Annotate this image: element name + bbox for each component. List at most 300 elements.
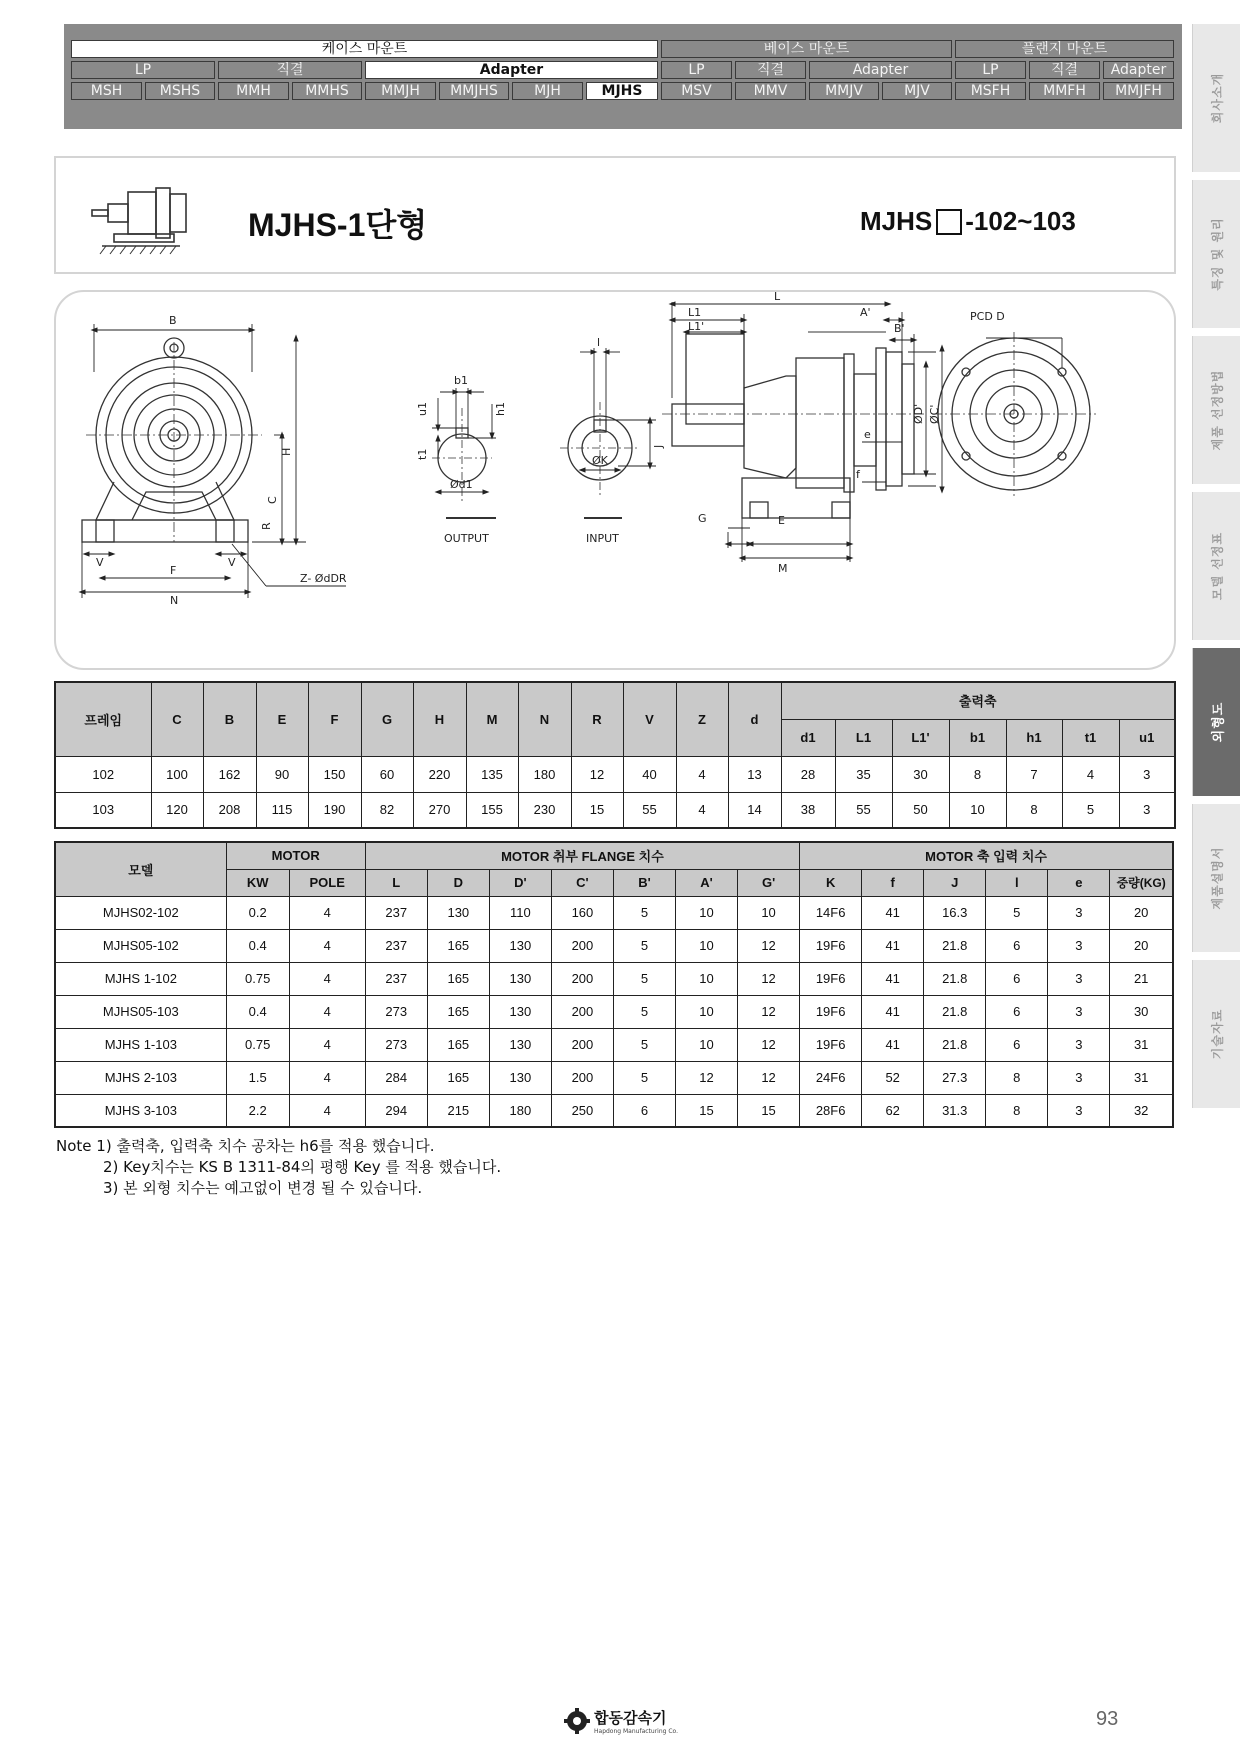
table-cell: 6 [986, 962, 1048, 995]
label-pcd: PCD D [970, 310, 1005, 323]
th-flange-c-prime: C' [551, 869, 613, 896]
label-b-prime: B' [894, 322, 905, 335]
table-cell: MJHS05-102 [55, 929, 226, 962]
th-pole: POLE [289, 869, 365, 896]
side-tab-model-selection[interactable] [1192, 492, 1240, 640]
model-code-prefix: MJHS [860, 206, 933, 236]
nav-case-direct[interactable]: 직결 [218, 61, 362, 79]
label-d1: Ød1 [450, 478, 473, 491]
table-cell: 135 [466, 756, 518, 792]
table-cell: 294 [365, 1094, 427, 1127]
table-cell: 31 [1110, 1028, 1173, 1061]
table-cell: 4 [289, 962, 365, 995]
table-cell: 165 [427, 1028, 489, 1061]
input-caption: INPUT [586, 532, 619, 545]
table-cell: 41 [862, 962, 924, 995]
table-cell: 62 [862, 1094, 924, 1127]
table-cell: 110 [489, 896, 551, 929]
table-cell: 5 [613, 896, 675, 929]
table-cell: 19F6 [800, 1028, 862, 1061]
table-cell: 180 [489, 1094, 551, 1127]
table-cell: 12 [738, 995, 800, 1028]
table-cell: 5 [613, 962, 675, 995]
table-cell: 200 [551, 1028, 613, 1061]
label-t1: t1 [416, 448, 429, 460]
table-cell: 160 [551, 896, 613, 929]
table-cell: 82 [361, 792, 413, 828]
table-cell: 3 [1048, 1061, 1110, 1094]
th-kw: KW [226, 869, 289, 896]
table-row [55, 929, 1173, 962]
table-cell: 0.75 [226, 962, 289, 995]
label-k: ØK [592, 454, 608, 467]
table-cell: 155 [466, 792, 518, 828]
label-h1: h1 [494, 402, 507, 416]
table-cell: 50 [892, 792, 949, 828]
table-cell: 8 [1006, 792, 1062, 828]
label-g: G [698, 512, 707, 525]
table-cell: 38 [781, 792, 835, 828]
label-u1: u1 [416, 402, 429, 416]
table-cell: 250 [551, 1094, 613, 1127]
table-cell: 103 [55, 792, 151, 828]
page-number: 93 [1096, 1708, 1119, 1730]
table-row [55, 1061, 1173, 1094]
th-g: G [361, 682, 413, 756]
table-cell: 5 [1062, 792, 1119, 828]
th-input-k: K [800, 869, 862, 896]
table-cell: 5 [986, 896, 1048, 929]
table-cell: 4 [289, 995, 365, 1028]
table-cell: 200 [551, 962, 613, 995]
side-tab-label: 특징 및 원리 [1210, 217, 1224, 291]
table-cell: 6 [986, 1028, 1048, 1061]
label-f-side: f [856, 468, 860, 481]
label-d-prime: ØD' [912, 403, 925, 424]
table-cell: 28 [781, 756, 835, 792]
side-tab-label: 제품설명서 [1210, 846, 1224, 910]
note-2: 2) Key치수는 KS B 1311-84의 평행 Key 를 적용 했습니다. [103, 1158, 502, 1176]
table-cell: 27.3 [924, 1061, 986, 1094]
table-cell: 4 [289, 1094, 365, 1127]
table-cell: 20 [1110, 929, 1173, 962]
nav-msh[interactable]: MSH [71, 82, 142, 100]
table-cell: 237 [365, 929, 427, 962]
table-cell: 8 [986, 1061, 1048, 1094]
th-b1: b1 [949, 719, 1006, 756]
table-cell: 5 [613, 1061, 675, 1094]
table-cell: 19F6 [800, 962, 862, 995]
table-cell: 200 [551, 995, 613, 1028]
table-cell: 190 [308, 792, 361, 828]
note-3: 3) 본 외형 치수는 예고없이 변경 될 수 있습니다. [103, 1179, 423, 1197]
table-cell: 200 [551, 929, 613, 962]
table-cell: 120 [151, 792, 203, 828]
th-e: E [256, 682, 308, 756]
table-cell: 10 [675, 1028, 737, 1061]
output-caption: OUTPUT [444, 532, 489, 545]
title-box [54, 156, 1176, 274]
table-cell: 102 [55, 756, 151, 792]
table-cell: 200 [551, 1061, 613, 1094]
table-cell: 130 [489, 1028, 551, 1061]
label-l1-prime: L1' [688, 320, 705, 333]
table-cell: 8 [986, 1094, 1048, 1127]
nav-flange-direct[interactable]: 직결 [1029, 61, 1100, 79]
label-r: R [260, 522, 273, 530]
table-cell: 30 [892, 756, 949, 792]
table-cell: 12 [738, 962, 800, 995]
table-cell: 3 [1048, 962, 1110, 995]
model-dimension-table [54, 841, 1174, 1128]
th-flange-d-prime: D' [489, 869, 551, 896]
th-weight: 중량(KG) [1110, 869, 1173, 896]
label-e: e [864, 428, 871, 441]
table-cell: 130 [489, 929, 551, 962]
table-cell: 0.75 [226, 1028, 289, 1061]
table-cell: 4 [1062, 756, 1119, 792]
table-cell: 32 [1110, 1094, 1173, 1127]
table-cell: 12 [738, 1061, 800, 1094]
side-tab-label: 외형도 [1211, 701, 1226, 743]
nav-mmjh[interactable]: MMJH [365, 82, 436, 100]
table-cell: 12 [675, 1061, 737, 1094]
company-name: 합동감속기 [594, 1709, 667, 1727]
table-cell: 237 [365, 896, 427, 929]
th-t1: t1 [1062, 719, 1119, 756]
th-input-j: J [924, 869, 986, 896]
table-cell: 5 [613, 1028, 675, 1061]
table-cell: 12 [738, 929, 800, 962]
table-cell: 20 [1110, 896, 1173, 929]
model-code-suffix: -102~103 [965, 206, 1076, 236]
table-cell: 8 [949, 756, 1006, 792]
table-cell: 4 [289, 1061, 365, 1094]
table-cell: 0.4 [226, 929, 289, 962]
table-cell: 273 [365, 1028, 427, 1061]
label-h: H [280, 447, 293, 456]
front-dims [82, 324, 346, 598]
nav-mjhs[interactable]: MJHS [586, 82, 658, 100]
nav-base-adapter[interactable]: Adapter [809, 61, 952, 79]
table-cell: 4 [289, 1028, 365, 1061]
table-cell: 35 [835, 756, 892, 792]
table-cell: 220 [413, 756, 466, 792]
label-l: l [597, 336, 601, 349]
table-cell: MJHS 2-103 [55, 1061, 226, 1094]
table-cell: 31.3 [924, 1094, 986, 1127]
table-cell: 165 [427, 1061, 489, 1094]
table-cell: 165 [427, 962, 489, 995]
table-cell: 13 [728, 756, 781, 792]
side-tab-label: 모델 선정표 [1210, 531, 1224, 601]
table-cell: 15 [738, 1094, 800, 1127]
th-d1: d1 [781, 719, 835, 756]
table-cell: 60 [361, 756, 413, 792]
label-e-side: E [778, 514, 785, 527]
table-cell: 130 [489, 995, 551, 1028]
table-cell: 21.8 [924, 929, 986, 962]
table-cell: 41 [862, 1028, 924, 1061]
company-name-en: Hapdong Manufacturing Co. [594, 1728, 679, 1735]
table-cell: 41 [862, 995, 924, 1028]
reducer-thumbnail-icon [86, 174, 196, 264]
table-cell: 21 [1110, 962, 1173, 995]
nav-case-mount[interactable]: 케이스 마운트 [71, 40, 658, 58]
th-v: V [623, 682, 676, 756]
table-cell: 6 [986, 929, 1048, 962]
notes [56, 1136, 501, 1199]
table-cell: 3 [1048, 929, 1110, 962]
table-cell: 16.3 [924, 896, 986, 929]
table-cell: 10 [675, 929, 737, 962]
side-tab-tech-data[interactable] [1192, 960, 1240, 1108]
page-title: MJHS-1단형 [248, 207, 428, 243]
nav-flange-lp[interactable]: LP [955, 61, 1026, 79]
table-cell: 10 [949, 792, 1006, 828]
label-c: C [266, 496, 279, 504]
label-n: N [170, 594, 179, 607]
table-cell: MJHS05-103 [55, 995, 226, 1028]
table-cell: 0.2 [226, 896, 289, 929]
th-input-l: l [986, 869, 1048, 896]
th-f: F [308, 682, 361, 756]
table-cell: 5 [613, 995, 675, 1028]
table-cell: MJHS 3-103 [55, 1094, 226, 1127]
table-cell: 3 [1119, 756, 1175, 792]
th-flange-l: L [365, 869, 427, 896]
th-u1: u1 [1119, 719, 1175, 756]
table-cell: 10 [738, 896, 800, 929]
th-d: d [728, 682, 781, 756]
th-flange-a-prime: A' [675, 869, 737, 896]
table-cell: 130 [427, 896, 489, 929]
nav-mmjv[interactable]: MMJV [809, 82, 879, 100]
label-side-l: L [774, 292, 781, 303]
table-cell: 284 [365, 1061, 427, 1094]
th-l1-prime: L1' [892, 719, 949, 756]
table-cell: 21.8 [924, 995, 986, 1028]
table-cell: 10 [675, 995, 737, 1028]
table-cell: MJHS 1-103 [55, 1028, 226, 1061]
table-cell: 24F6 [800, 1061, 862, 1094]
side-tab-outline[interactable] [1192, 648, 1240, 796]
table-cell: 3 [1048, 1094, 1110, 1127]
table-cell: 130 [489, 962, 551, 995]
side-tab-company[interactable] [1192, 24, 1240, 172]
th-h1: h1 [1006, 719, 1062, 756]
table-cell: 4 [676, 756, 728, 792]
dimension-drawing [54, 290, 1176, 670]
table-cell: 55 [835, 792, 892, 828]
label-v-right: V [228, 556, 236, 569]
table-cell: 162 [203, 756, 256, 792]
side-tab-selection-method[interactable] [1192, 336, 1240, 484]
table-cell: 52 [862, 1061, 924, 1094]
table-cell: 1.5 [226, 1061, 289, 1094]
th-flange-g-prime: G' [738, 869, 800, 896]
table-cell: 3 [1048, 896, 1110, 929]
table-cell: 2.2 [226, 1094, 289, 1127]
nav-mmjhs[interactable]: MMJHS [439, 82, 509, 100]
table-cell: 3 [1119, 792, 1175, 828]
table-cell: 215 [427, 1094, 489, 1127]
side-tab-label: 기술자료 [1210, 1008, 1224, 1060]
table-cell: 4 [289, 929, 365, 962]
table-cell: 180 [518, 756, 571, 792]
table-cell: 3 [1048, 1028, 1110, 1061]
gear-icon [564, 1708, 590, 1734]
product-nav [64, 24, 1182, 129]
table-row [55, 896, 1173, 929]
table-row [55, 792, 1175, 828]
table-cell: MJHS 1-102 [55, 962, 226, 995]
table-cell: 208 [203, 792, 256, 828]
table-cell: 165 [427, 929, 489, 962]
table-cell: 55 [623, 792, 676, 828]
table-cell: 6 [986, 995, 1048, 1028]
nav-mshs[interactable]: MSHS [145, 82, 215, 100]
label-c-prime: ØC' [928, 404, 941, 424]
table-cell: 90 [256, 756, 308, 792]
th-h: H [413, 682, 466, 756]
label-v-left: V [96, 556, 104, 569]
th-c: C [151, 682, 203, 756]
table-row [55, 756, 1175, 792]
table-cell: 21.8 [924, 1028, 986, 1061]
table-row [55, 962, 1173, 995]
table-cell: 19F6 [800, 995, 862, 1028]
th-z: Z [676, 682, 728, 756]
label-j: J [652, 444, 665, 448]
table-cell: 12 [571, 756, 623, 792]
nav-flange-mount[interactable]: 플랜지 마운트 [955, 40, 1174, 58]
label-a-prime: A' [860, 306, 871, 319]
th-r: R [571, 682, 623, 756]
table-cell: 15 [571, 792, 623, 828]
nav-mjh[interactable]: MJH [512, 82, 583, 100]
nav-mmfh[interactable]: MMFH [1029, 82, 1100, 100]
label-b: B [169, 314, 177, 327]
input-bore-section [560, 402, 640, 498]
nav-case-lp[interactable]: LP [71, 61, 215, 79]
table-cell: 14F6 [800, 896, 862, 929]
table-cell: 28F6 [800, 1094, 862, 1127]
label-f: F [170, 564, 177, 577]
side-tab-label: 제품 선정방법 [1210, 369, 1224, 451]
table-cell: 150 [308, 756, 361, 792]
th-m: M [466, 682, 518, 756]
side-tab-manual[interactable] [1192, 804, 1240, 952]
table-cell: 31 [1110, 1061, 1173, 1094]
table-cell: 10 [675, 962, 737, 995]
model-code-placeholder-box [936, 209, 962, 235]
table-cell: 100 [151, 756, 203, 792]
th-output-shaft: 출력축 [781, 682, 1175, 719]
th-input-f: f [862, 869, 924, 896]
nav-case-adapter[interactable]: Adapter [365, 61, 658, 79]
th-frame: 프레임 [55, 682, 151, 756]
th-motor: MOTOR [226, 842, 365, 869]
table-row [55, 995, 1173, 1028]
table-row [55, 1028, 1173, 1061]
nav-mmjfh[interactable]: MMJFH [1103, 82, 1174, 100]
frame-rows [55, 756, 1175, 828]
table-cell: 6 [613, 1094, 675, 1127]
th-b: B [203, 682, 256, 756]
table-cell: MJHS02-102 [55, 896, 226, 929]
note-1: Note 1) 출력축, 입력축 치수 공차는 h6를 적용 했습니다. [56, 1137, 435, 1155]
nav-mmh[interactable]: MMH [218, 82, 289, 100]
model-code [860, 206, 1076, 237]
table-row [55, 1094, 1173, 1127]
table-cell: 7 [1006, 756, 1062, 792]
label-l1: L1 [688, 306, 702, 319]
nav-base-direct[interactable]: 직결 [735, 61, 806, 79]
label-m: M [778, 562, 788, 575]
table-cell: 115 [256, 792, 308, 828]
nav-mmhs[interactable]: MMHS [292, 82, 362, 100]
side-tab-label: 회사소개 [1210, 72, 1224, 124]
table-cell: 41 [862, 929, 924, 962]
model-rows [55, 896, 1173, 1127]
table-cell: 5 [613, 929, 675, 962]
frame-dimension-table [54, 681, 1176, 829]
front-view [82, 338, 262, 542]
table-cell: 4 [289, 896, 365, 929]
table-cell: 41 [862, 896, 924, 929]
table-cell: 19F6 [800, 929, 862, 962]
nav-base-lp[interactable]: LP [661, 61, 732, 79]
nav-flange-adapter[interactable]: Adapter [1103, 61, 1174, 79]
label-z: Z- ØdDR [300, 572, 347, 585]
table-cell: 270 [413, 792, 466, 828]
table-cell: 165 [427, 995, 489, 1028]
table-cell: 237 [365, 962, 427, 995]
th-l1: L1 [835, 719, 892, 756]
table-cell: 30 [1110, 995, 1173, 1028]
nav-msfh[interactable]: MSFH [955, 82, 1026, 100]
th-n: N [518, 682, 571, 756]
table-cell: 130 [489, 1061, 551, 1094]
th-flange-d: D [427, 869, 489, 896]
label-b1: b1 [454, 374, 468, 387]
table-cell: 3 [1048, 995, 1110, 1028]
nav-mjv[interactable]: MJV [882, 82, 952, 100]
nav-mmv[interactable]: MMV [735, 82, 806, 100]
table-cell: 273 [365, 995, 427, 1028]
th-model: 모델 [55, 842, 226, 896]
table-cell: 40 [623, 756, 676, 792]
nav-base-mount[interactable]: 베이스 마운트 [661, 40, 952, 58]
side-view [662, 332, 1096, 518]
table-cell: 21.8 [924, 962, 986, 995]
th-input-e: e [1048, 869, 1110, 896]
th-flange: MOTOR 취부 FLANGE 치수 [365, 842, 799, 869]
nav-msv[interactable]: MSV [661, 82, 732, 100]
table-cell: 10 [675, 896, 737, 929]
side-tab-features[interactable] [1192, 180, 1240, 328]
table-cell: 0.4 [226, 995, 289, 1028]
company-logo [564, 1707, 678, 1735]
table-cell: 4 [676, 792, 728, 828]
table-cell: 15 [675, 1094, 737, 1127]
th-flange-b-prime: B' [613, 869, 675, 896]
table-cell: 230 [518, 792, 571, 828]
th-motor-input: MOTOR 축 입력 치수 [800, 842, 1173, 869]
table-cell: 14 [728, 792, 781, 828]
table-cell: 12 [738, 1028, 800, 1061]
